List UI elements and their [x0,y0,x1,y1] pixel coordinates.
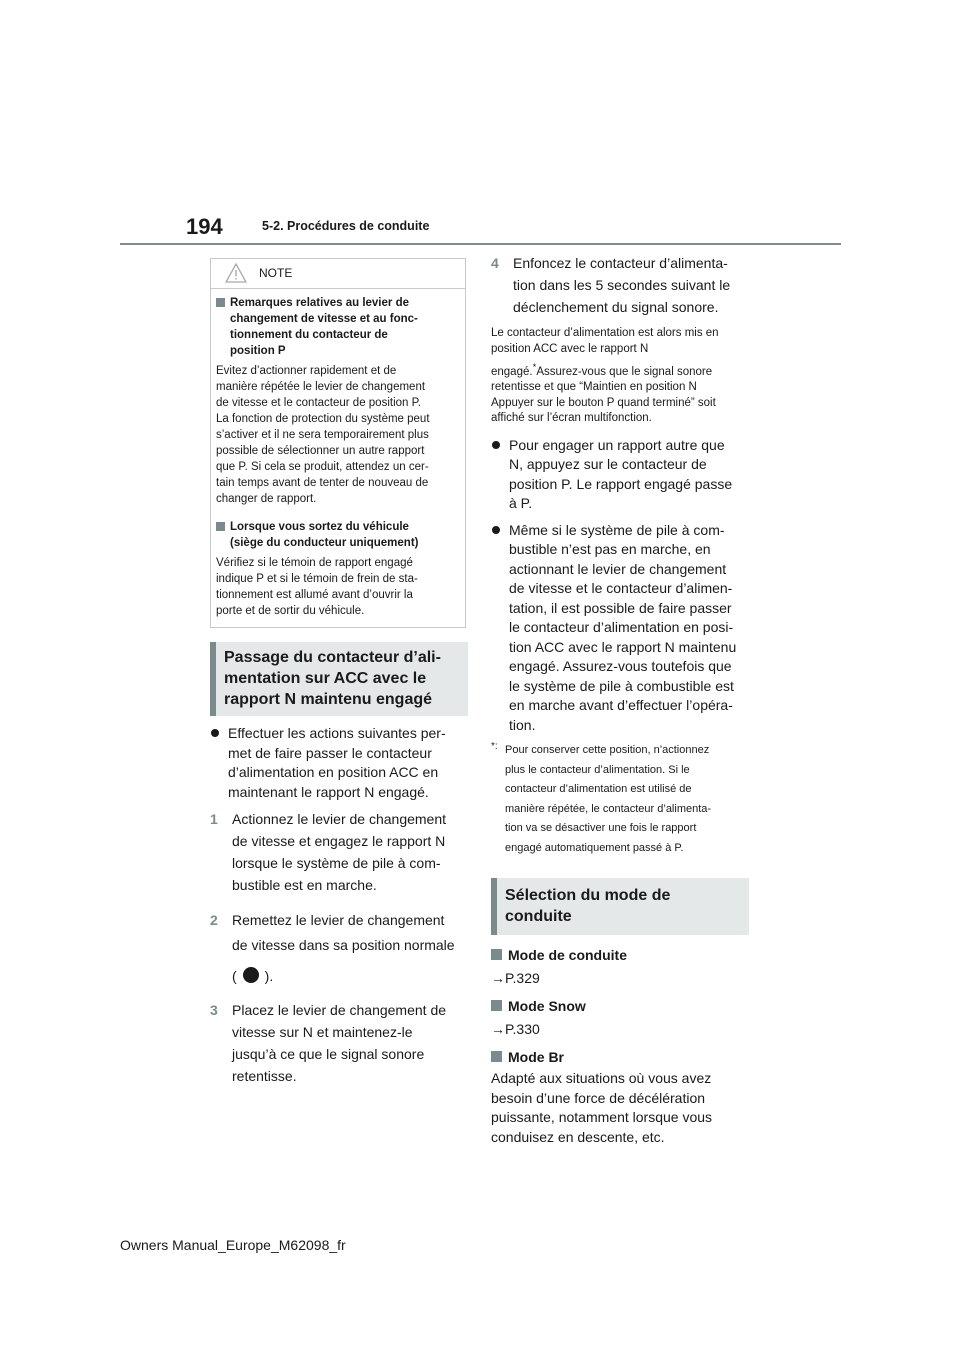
note-subhead-line: position P [230,345,286,357]
note-box [210,258,466,628]
note-label: NOTE [259,266,293,280]
footnote-line: manière répétée, le contacteur d’alimenta- [505,802,712,815]
result-line: retentisse et que “Maintien en position N [491,381,697,394]
para-line: puissante, notamment lorsque vous [491,1109,713,1126]
bullet-line: à P. [509,495,533,512]
footnote [491,741,749,858]
note-text-exit [216,555,459,619]
mode-item-drive [491,945,749,965]
note-text-line: Vérifiez si le témoin de rapport engagé [216,557,413,569]
paren-close: ). [264,968,274,984]
footnote-colon: : [494,741,498,753]
bullet-line: engagé. Assurez-vous toutefois que [509,658,732,675]
bullet-line: tation, il est possible de faire passer [509,599,732,616]
bullet-line: de vitesse et le contacteur d’alimen- [509,580,733,597]
square-bullet-icon [216,522,225,531]
step-line: vitesse sur N et maintenez-le [232,1024,413,1040]
step-1 [210,808,468,896]
note-subhead-line: (siège du conducteur uniquement) [230,537,419,549]
step-line: déclenchement du signal sonore. [513,299,719,315]
footnote-line: tion va se désactiver une fois le rapport [505,822,697,835]
footnote-line: engagé automatiquement passé à P. [505,841,684,854]
note-body [211,289,465,627]
bullet-line: en marche avant d’effectuer l’opéra- [509,697,733,714]
step-line: Enfoncez le contacteur d’alimenta- [513,255,728,271]
mode-section-heading: Sélection du mode de conduite [491,878,749,935]
note-header [211,259,465,289]
result-line: position ACC avec le rapport N [491,342,649,355]
footer: Owners Manual_Europe_M62098_fr [120,1237,346,1253]
acc-intro [210,724,468,802]
result-line: Le contacteur d’alimentation est alors mis en [491,327,719,339]
mode-item-title: Mode Snow [508,998,586,1015]
note-text-line: indique P et si le témoin de frein de sta- [216,573,418,585]
note-text-line: manière répétée le levier de changement [216,381,426,393]
note-text-line: Evitez d’actionner rapidement et de [216,365,397,377]
note-text-line: tionnement est allumé avant d’ouvrir la [216,589,413,601]
mode-item-br [491,1047,749,1067]
result-line: Appuyer sur le bouton P quand terminé” soit [491,396,716,409]
heading-line: Passage du contacteur d’ali- [224,649,441,666]
footnote-ref: * [532,362,537,373]
bullet-line: position P. Le rapport engagé passe [509,475,733,492]
page-ref-link[interactable]: →P.330 [491,1021,540,1038]
bullet-dot-icon [211,729,219,737]
bullet-line: Pour engager un rapport autre que [509,436,725,453]
header-rule [120,243,841,245]
note-subhead-line: changement de vitesse et au fonc- [230,313,418,325]
bullet-line: Même si le système de pile à com- [509,521,725,538]
square-bullet-icon [216,298,225,307]
note-text-line: s’activer et il ne sera temporairement plus [216,429,429,441]
page-number: 194 [186,214,223,239]
note-subhead-line: Lorsque vous sortez du véhicule [230,521,409,533]
step-line: de vitesse dans sa position normale [232,937,455,953]
heading-line: rapport N maintenu engagé [224,691,433,708]
footnote-line: plus le contacteur d’alimentation. Si le [505,763,690,776]
note-text-line: La fonction de protection du système peut [216,413,430,425]
square-bullet-icon [491,1000,502,1011]
note-text-line: de vitesse et le contacteur de position P. [216,397,422,409]
bullet-line: tion. [509,716,536,733]
note-subhead-line: tionnement du contacteur de [230,329,388,341]
mode-br-description [491,1069,749,1147]
mode-item-title: Mode de conduite [508,947,627,964]
bullet-dot-icon [492,526,500,534]
step-line: Placez le levier de changement de [232,1002,447,1018]
note-text-line: porte et de sortir du véhicule. [216,605,365,617]
step-number: 2 [210,912,218,928]
step-3 [210,999,468,1087]
bullet-line: le contacteur d’alimentation en posi- [509,619,734,636]
footnote-mark [491,737,498,757]
paren-open: ( [232,968,237,984]
step-number: 1 [210,811,218,827]
page-ref-link[interactable]: →P.329 [491,970,540,987]
step-icon-line [232,964,468,989]
note-text-line: que P. Si cela se produit, attendez un cer- [216,461,429,473]
step-line: retentisse. [232,1068,297,1084]
note-text-line: tain temps avant de tenter de nouveau de [216,477,429,489]
lever-normal-position-icon [243,967,259,983]
note-text-line: changer de rapport. [216,493,317,505]
step-line: jusqu’à ce que le signal sonore [232,1046,425,1062]
square-bullet-icon [491,949,502,960]
result-line-rest: Assurez-vous que le signal sonore [536,365,713,378]
step-line: Actionnez le levier de changement [232,811,447,827]
right-column [491,252,749,1147]
acc-bullet-other-gear [491,436,749,514]
bullet-line: bustible n’est pas en marche, en [509,541,711,558]
note-text-line: possible de sélectionner un autre rapport [216,445,425,457]
note-subhead-lever [216,295,459,359]
step-number: 4 [491,255,499,271]
footnote-star: * [491,741,495,753]
step-2 [210,908,468,989]
bullet-dot-icon [492,441,500,449]
intro-line: Effectuer les actions suivantes per- [228,725,446,741]
step-line: tion dans les 5 secondes suivant le [513,277,731,293]
para-line: Adapté aux situations où vous avez [491,1070,712,1087]
step-4 [491,252,749,318]
footnote-line: contacteur d’alimentation est utilisé de [505,783,692,796]
para-line: conduisez en descente, etc. [491,1128,665,1145]
bullet-line: le système de pile à combustible est [509,677,734,694]
acc-bullet-system-off [491,521,749,736]
footnote-line: Pour conserver cette position, n’actionnez [505,744,710,757]
acc-section-heading [210,642,468,716]
result-line-start: engagé. [491,365,533,378]
para-line: besoin d’une force de décélération [491,1089,706,1106]
bullet-line: tion ACC avec le rapport N maintenu [509,638,737,655]
square-bullet-icon [491,1051,502,1062]
intro-line: met de faire passer le contacteur [228,744,432,761]
note-text-lever [216,363,459,507]
result-line: affiché sur l’écran multifonction. [491,412,652,425]
step-line: lorsque le système de pile à com- [232,855,441,871]
intro-line: maintenant le rapport N engagé. [228,783,429,800]
step-line: de vitesse et engagez le rapport N [232,833,446,849]
section-title: 5-2. Procédures de conduite [262,219,430,233]
step-line: bustible est en marche. [232,877,377,893]
note-subhead-line: Remarques relatives au levier de [230,297,409,309]
warning-triangle-icon [225,263,247,288]
result-line [491,360,749,380]
step-line: Remettez le levier de changement [232,912,445,928]
step-number: 3 [210,1002,218,1018]
intro-line: d’alimentation en position ACC en [228,764,439,780]
bullet-line: actionnant le levier de changement [509,560,727,577]
mode-item-snow [491,996,749,1016]
acc-result-text [491,326,749,427]
heading-line: mentation sur ACC avec le [224,670,427,687]
note-subhead-exit [216,519,459,551]
bullet-line: N, appuyez sur le contacteur de [509,456,707,473]
left-column [210,258,468,1087]
mode-item-title: Mode Br [508,1049,564,1066]
